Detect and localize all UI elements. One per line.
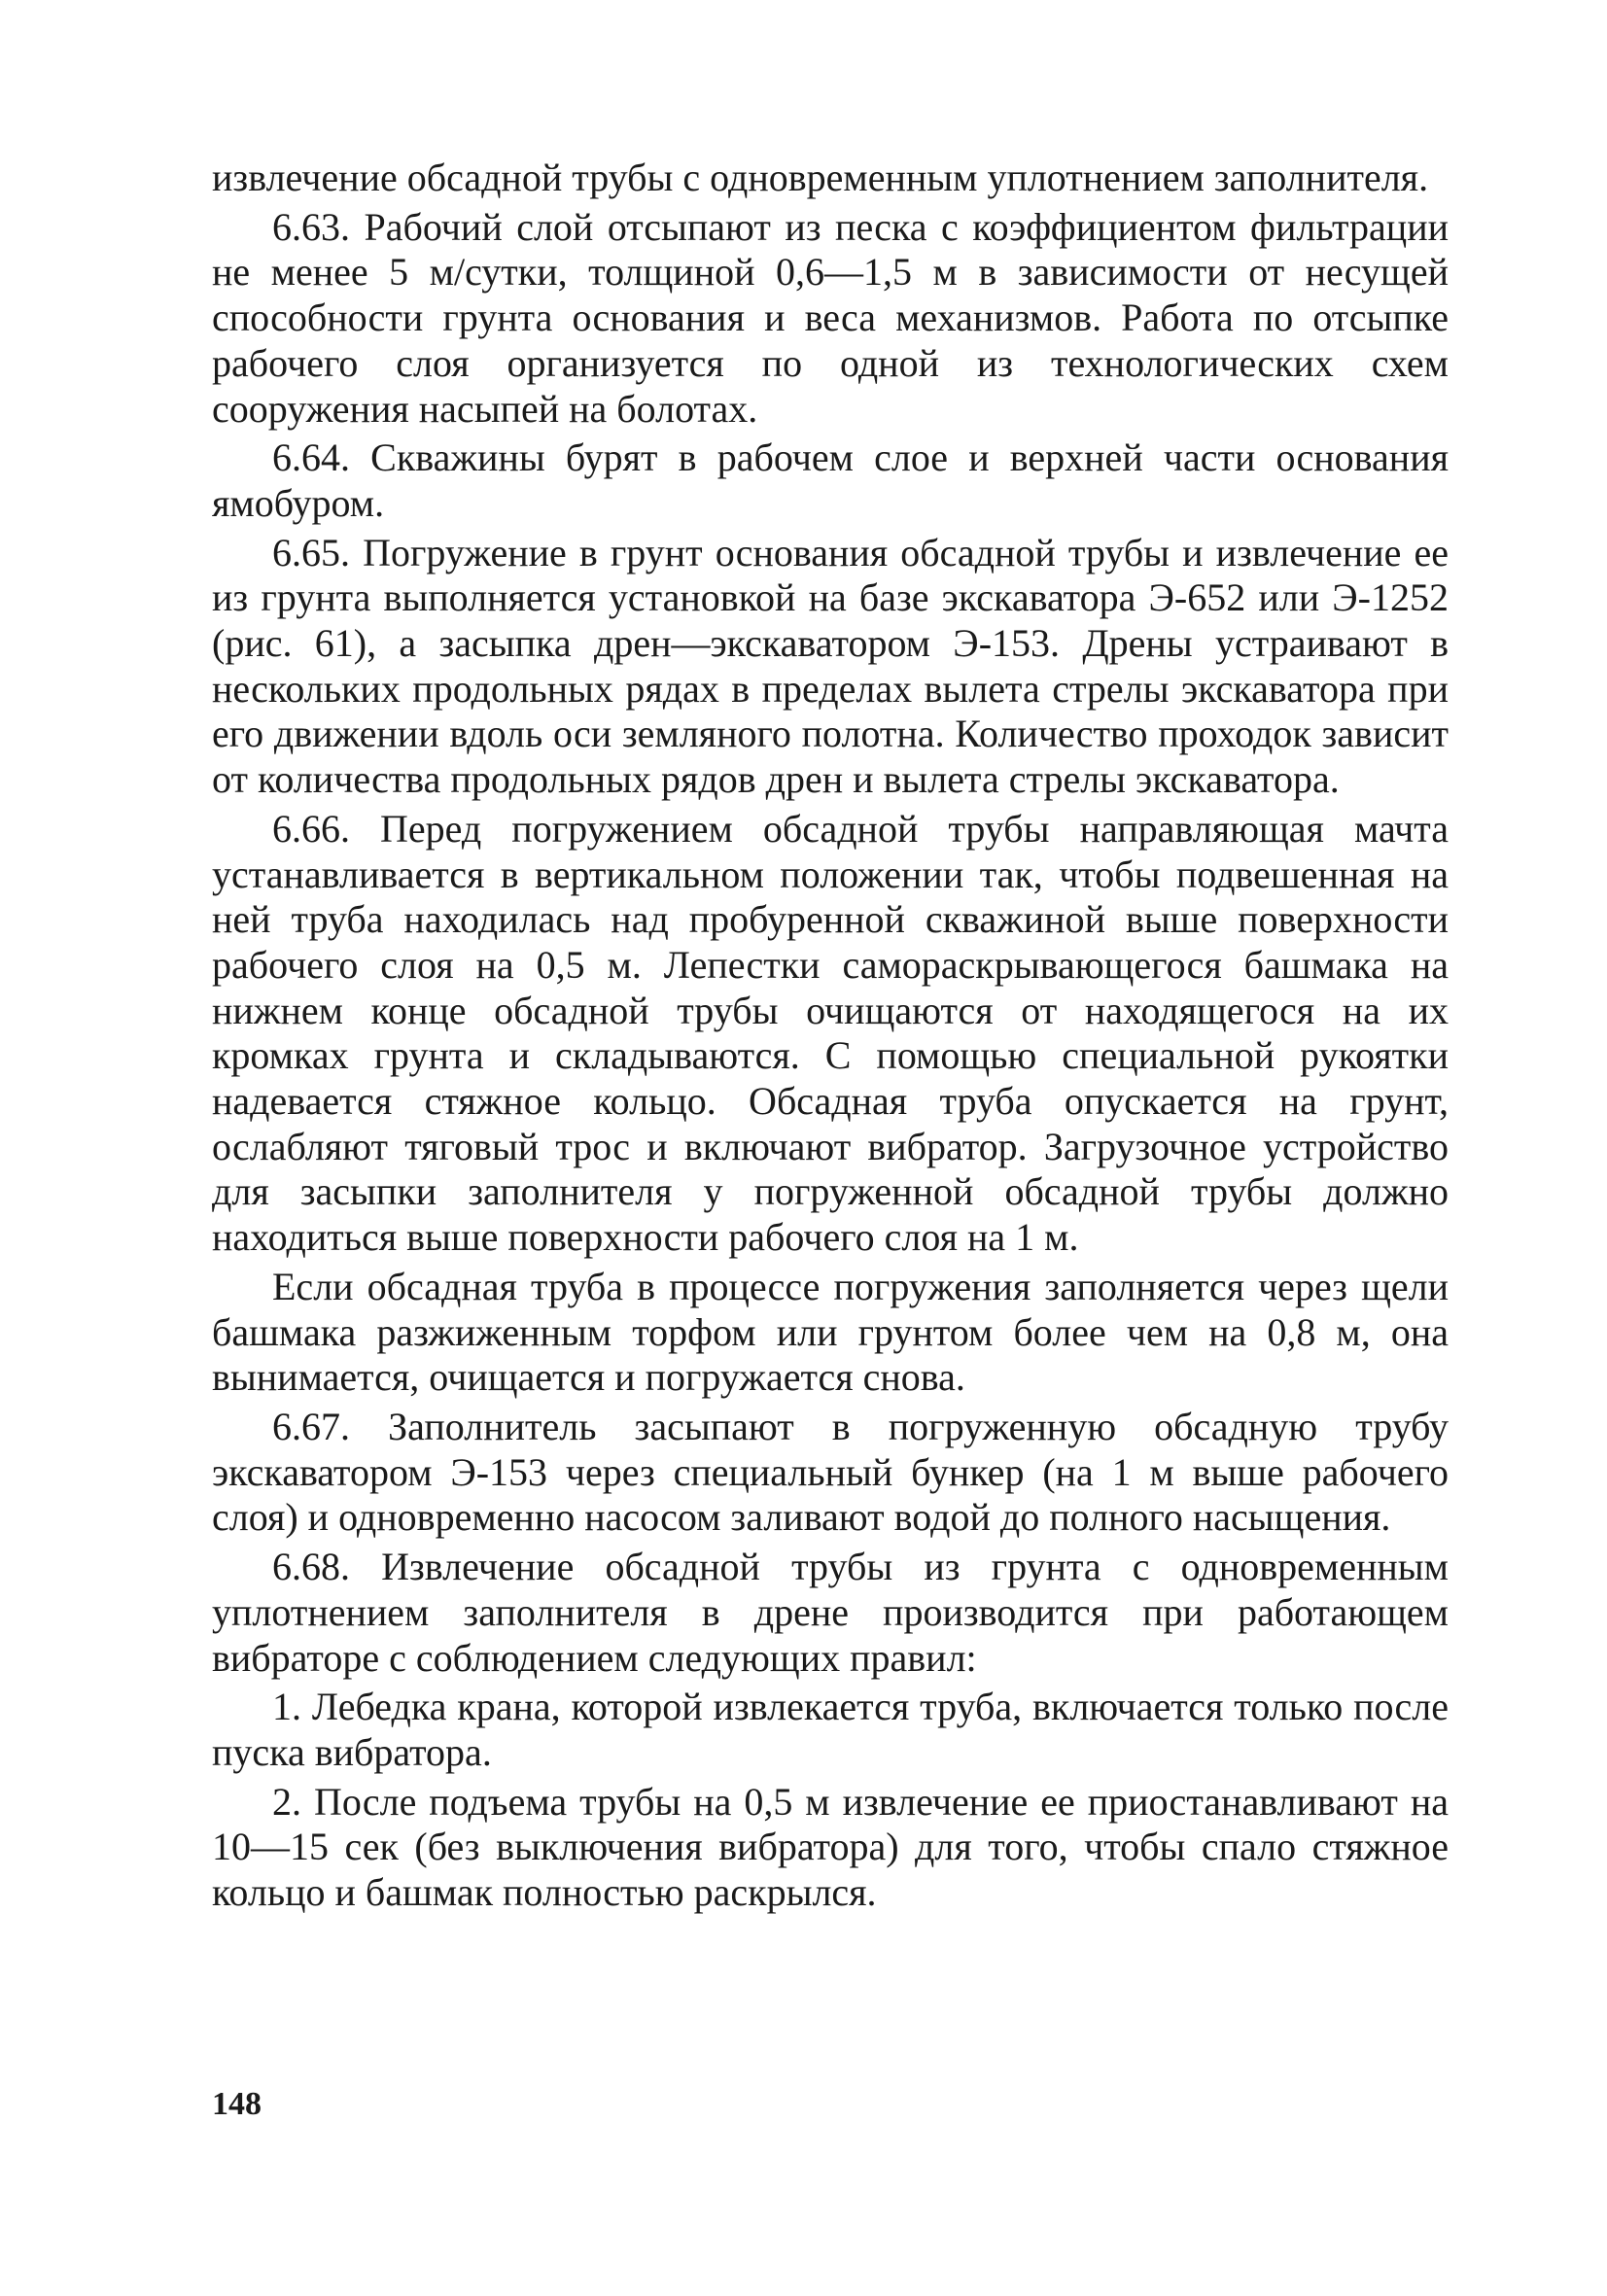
paragraph-intro: извлечение обсадной трубы с одновременным уплотнением заполнителя. [212, 156, 1429, 199]
paragraph-6-68: 6.68. Извлечение обсадной трубы из грунта с одновременным уплотнением заполнителя в дрене производится при работающем вибраторе с соблюдением следующих правил: [212, 1545, 1449, 1680]
page-number: 148 [212, 2086, 262, 2122]
list-item-2: 2. После подъема трубы на 0,5 м извлечение ее приостанавливают на 10—15 сек (без выключения вибратора) для того, чтобы спало стяжное кольцо и башмак полностью раскрылся. [212, 1779, 1449, 1915]
paragraph-6-64: 6.64. Скважины бурят в рабочем слое и верхней части основания ямобуром. [212, 435, 1449, 525]
page-text [212, 156, 1449, 1916]
paragraph-6-67: 6.67. Заполнитель засыпают в погруженную обсадную трубу экскаватором Э-153 через специальный бункер (на 1 м выше рабочего слоя) и одновременно насосом заливают водой до полного насыщения. [212, 1404, 1449, 1540]
paragraph-6-66-note: Если обсадная труба в процессе погружения заполняется через щели башмака разжиженным торфом или грунтом более чем на 0,8 м, она вынимается, очищается и погружается снова. [212, 1264, 1449, 1400]
paragraph-6-65: 6.65. Погружение в грунт основания обсадной трубы и извлечение ее из грунта выполняется установкой на базе экскаватора Э-652 или Э-1252 (рис. 61), а засыпка дрен—экскаватором Э-153. Дрены устраивают в нескольких продольных рядах в пределах вылета стрелы экскаватора при его движении вдоль оси земляного полотна. Количество проходок зависит от количества продольных рядов дрен и вылета стрелы экскаватора. [212, 530, 1449, 802]
paragraph-6-63: 6.63. Рабочий слой отсыпают из песка с коэффициентом фильтрации не менее 5 м/сутки, толщиной 0,6—1,5 м в зависимости от несущей способности грунта основания и веса механизмов. Работа по отсыпке рабочего слоя организуется по одной из технологических схем сооружения насыпей на болотах. [212, 204, 1449, 431]
list-item-1: 1. Лебедка крана, которой извлекается труба, включается только после пуска вибратора. [212, 1685, 1449, 1774]
paragraph-6-66: 6.66. Перед погружением обсадной трубы направляющая мачта устанавливается в вертикальном положении так, чтобы подвешенная на ней труба находилась над пробуренной скважиной выше поверхности рабочего слоя на 0,5 м. Лепестки самораскрывающегося башмака на нижнем конце обсадной трубы очищаются от находящегося на их кромках грунта и складываются. С помощью специальной рукоятки надевается стяжное кольцо. Обсадная труба опускается на грунт, ослабляют тяговый трос и включают вибратор. Загрузочное устройство для засыпки заполнителя у погруженной обсадной трубы должно находиться выше поверхности рабочего слоя на 1 м. [212, 806, 1449, 1260]
